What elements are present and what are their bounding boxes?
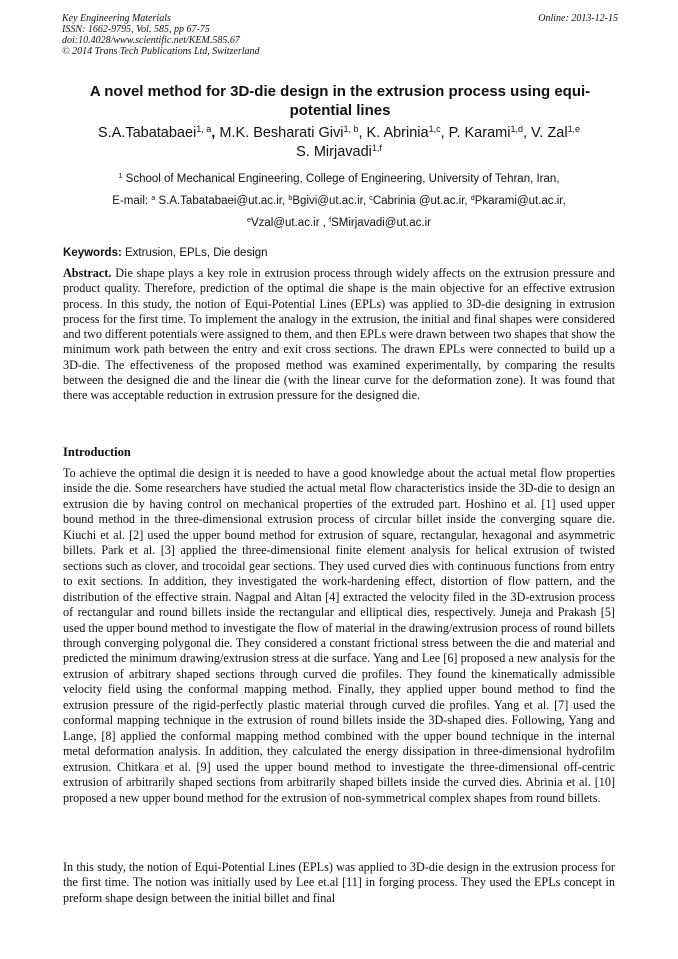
- keywords-text: Extrusion, EPLs, Die design: [125, 247, 268, 259]
- email-link[interactable]: Pkarami@ut.ac.ir,: [474, 195, 566, 207]
- introduction-paragraph-2: In this study, the notion of Equi-Potential Lines (EPLs) was applied to 3D-die design in the extrusion process for the first time. The notion was initially used by Lee et.al [11] in forging process. They used the EPLs concept in preform shape design between the initial billet and final: [63, 860, 615, 905]
- keywords-line: [63, 246, 615, 260]
- online-date: Online: 2013-12-15: [538, 13, 618, 24]
- email-link[interactable]: Bgivi@ut.ac.ir,: [292, 195, 367, 207]
- copyright-line: © 2014 Trans Tech Publications Ltd, Switzerland: [62, 46, 260, 57]
- email-sup: c: [369, 194, 373, 203]
- author-affiliation-sup: 1, a: [196, 124, 212, 135]
- abstract-text: Die shape plays a key role in extrusion process through widely affects on the extrusion pressure and product quality. Therefore, prediction of the optimal die shape is the main objective for an effective extrusion process. In this study, the notion of Equi-Potential Lines (EPLs) was applied to 3D-die designing in extrusion process for the first time. To implement the analogy in the extrusion, the initial and final shapes were considered and two different potentials were assigned to them, and then EPLs were drawn between two shapes that show the minimum work path between the entry and exit cross sections. The drawn EPLs were connected to build up a 3D-die. The effectiveness of the proposed method was examined experimentally, by comparing the results between the designed die and the linear die (with the linear curve for the deformation zone). It was found that there was acceptable reduction in extrusion pressure for the designed die.: [63, 266, 615, 403]
- introduction-paragraph-1: To achieve the optimal die design it is needed to have a good knowledge about the actual metal flow properties inside the die. Some researchers have studied the actual metal flow characteristics inside the 3D-die to design an extrusion die by having control on mechanical properties of the extruded part. Hoshino et al. [1] used upper bound method in the three-dimensional extrusion process of circular billet inside the converging square die. Kiuchi et al. [2] used the upper bound method for extrusion of square, rectangular, hexagonal and asymmetric billets. Park et al. [3] applied the three-dimensional finite element analysis for helical extrusion of twisted sections such as clover, and trocoidal gear sections. They used curved dies with continuous functions from entry to exit sections. In addition, they investigated the work-hardening effect, distortion of flow pattern, and the distribution of the effective strain. Nagpal and Altan [4] extracted the velocity filed in the 3D-extrusion process of rectangular and round billets inside the rectangular and elliptical dies, respectively. Juneja and Prakash [5] used the upper bound method to investigate the flow of material in the drawing/extrusion process of round billets through converging polygonal die. They considered a constant frictional stress between the die and material and predicted the minimum drawing/extrusion stress at die surface. Yang and Lee [6] proposed a new analysis for the extrusion of arbitrary shaped sections through curved die profiles. They found the kinematically admissible velocity field using the conformal mapping method. Finally, they applied upper bound method to find the extrusion pressure of the rigid-perfectly plastic material through curved die profiles. Yang et al. [7] used the conformal mapping technique in the extrusion of round billets inside the 3D-shaped dies. Following, Yang and Lange, [8] applied the conformal mapping method combined with the upper bound technique in the internal metal deformation analysis. In addition, they calculated the energy dissipation in three-dimensional hydrofilm extrusion. Chitkara et al. [9] used the upper bound method to investigate the three-dimensional off-centric extrusion of arbitrarily shaped sections from arbitrarily shaped billets inside the curved dies. Abrinia et al. [10] proposed a new upper bound method for the extrusion of non-symmetrical complex shapes from round billets.: [63, 466, 615, 805]
- author-name: S. Mirjavadi: [296, 144, 372, 160]
- email-line-1: [40, 190, 638, 212]
- author-affiliation-sup: 1,e: [567, 124, 581, 135]
- introduction-heading: Introduction: [63, 445, 131, 459]
- affiliation-line: [40, 168, 638, 190]
- author-name: K. Abrinia: [366, 125, 429, 141]
- author-name: P. Karami: [448, 125, 511, 141]
- paper-title: A novel method for 3D-die design in the extrusion process using equi-potential lines: [89, 83, 591, 119]
- author-separator: ,: [211, 125, 220, 141]
- email-link[interactable]: Vzal@ut.ac.ir ,: [250, 217, 326, 229]
- author-affiliation-sup: 1,f: [371, 143, 382, 154]
- author-name: M.K. Besharati Givi: [219, 125, 344, 141]
- email-sup: d: [470, 194, 475, 203]
- affiliation-block: [40, 168, 638, 234]
- issn-line: ISSN: 1662-9795, Vol. 585, pp 67-75: [62, 24, 210, 35]
- affiliation-sup: 1: [118, 172, 123, 181]
- journal-name: Key Engineering Materials: [62, 13, 171, 24]
- email-sup: a: [151, 194, 156, 203]
- keywords-label: Keywords:: [63, 247, 122, 259]
- email-label: E-mail:: [112, 195, 149, 207]
- email-sup: e: [247, 216, 251, 225]
- author-name: V. Zal: [531, 125, 568, 141]
- doi-line: doi:10.4028/www.scientific.net/KEM.585.67: [62, 35, 240, 46]
- author-separator: ,: [358, 125, 367, 141]
- abstract-label: Abstract.: [63, 266, 112, 280]
- email-link[interactable]: SMirjavadi@ut.ac.ir: [331, 217, 431, 229]
- email-line-2: [40, 212, 638, 234]
- author-name: S.A.Tabatabaei: [97, 125, 197, 141]
- email-sup: f: [329, 216, 332, 225]
- author-list: [40, 124, 638, 162]
- journal-header: [62, 13, 618, 57]
- author-affiliation-sup: 1,c: [428, 124, 441, 135]
- email-link[interactable]: Cabrinia @ut.ac.ir,: [372, 195, 468, 207]
- author-separator: ,: [522, 125, 532, 141]
- affiliation-text: School of Mechanical Engineering, College of Engineering, University of Tehran, Iran,: [125, 173, 560, 185]
- author-separator: ,: [440, 125, 449, 141]
- email-link[interactable]: S.A.Tabatabaei@ut.ac.ir,: [158, 195, 286, 207]
- author-affiliation-sup: 1,d: [510, 124, 523, 135]
- abstract-paragraph: [63, 266, 615, 404]
- author-affiliation-sup: 1, b: [343, 124, 359, 135]
- email-sup: b: [288, 194, 293, 203]
